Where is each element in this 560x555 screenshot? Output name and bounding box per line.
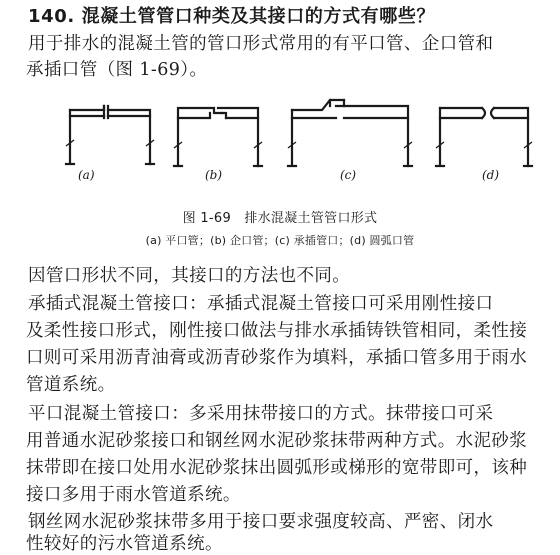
paragraph-4-line-2: 性较好的污水管道系统。 (26, 534, 223, 554)
paragraph-2-line-4: 管道系统。 (26, 375, 116, 395)
diagram-label-d: (d) (482, 168, 500, 182)
section-heading: 140. 混凝土管管口种类及其接口的方式有哪些？ (28, 6, 436, 27)
diagram-c-bell-spigot (288, 100, 412, 166)
diagram-label-a: (a) (78, 168, 95, 182)
paragraph-4-line-1: 钢丝网水泥砂浆抹带多用于接口要求强度较高、严密、闭水 (28, 512, 494, 532)
paragraph-2-line-3: 口则可采用沥青油膏或沥青砂浆作为填料，承插口管多用于雨水 (26, 348, 528, 368)
paragraph-3-line-4: 接口多用于雨水管道系统。 (26, 485, 241, 505)
paragraph-3-line-3: 抹带即在接口处用水泥砂浆抹出圆弧形或梯形的宽带即可，该种 (26, 458, 528, 478)
diagram-a-plain-end (66, 106, 154, 164)
diagram-label-b: (b) (205, 168, 223, 182)
paragraph-3-line-2: 用普通水泥砂浆接口和钢丝网水泥砂浆抹带两种方式。水泥砂浆 (26, 431, 528, 451)
paragraph-3-line-1: 平口混凝土管接口：多采用抹带接口的方式。抹带接口可采 (28, 404, 494, 424)
intro-line-2: 承插口管（图 1-69）。 (26, 60, 208, 80)
paragraph-2-line-1: 承插式混凝土管接口：承插式混凝土管接口可采用刚性接口 (28, 294, 494, 314)
diagram-b-tongue-groove (174, 108, 262, 166)
figure-caption: (a) 平口管；(b) 企口管；(c) 承插管口；(d) 圆弧口管 (145, 234, 415, 247)
diagram-label-c: (c) (340, 168, 357, 182)
paragraph-2-line-2: 及柔性接口形式，刚性接口做法与排水承插铸铁管相同，柔性接 (26, 321, 528, 341)
diagram-d-round-end (436, 108, 532, 166)
paragraph-1: 因管口形状不同，其接口的方法也不同。 (28, 266, 351, 286)
intro-line-1: 用于排水的混凝土管的管口形式常用的有平口管、企口管和 (28, 34, 494, 54)
figure-title: 图 1-69 排水混凝土管管口形式 (182, 211, 378, 226)
